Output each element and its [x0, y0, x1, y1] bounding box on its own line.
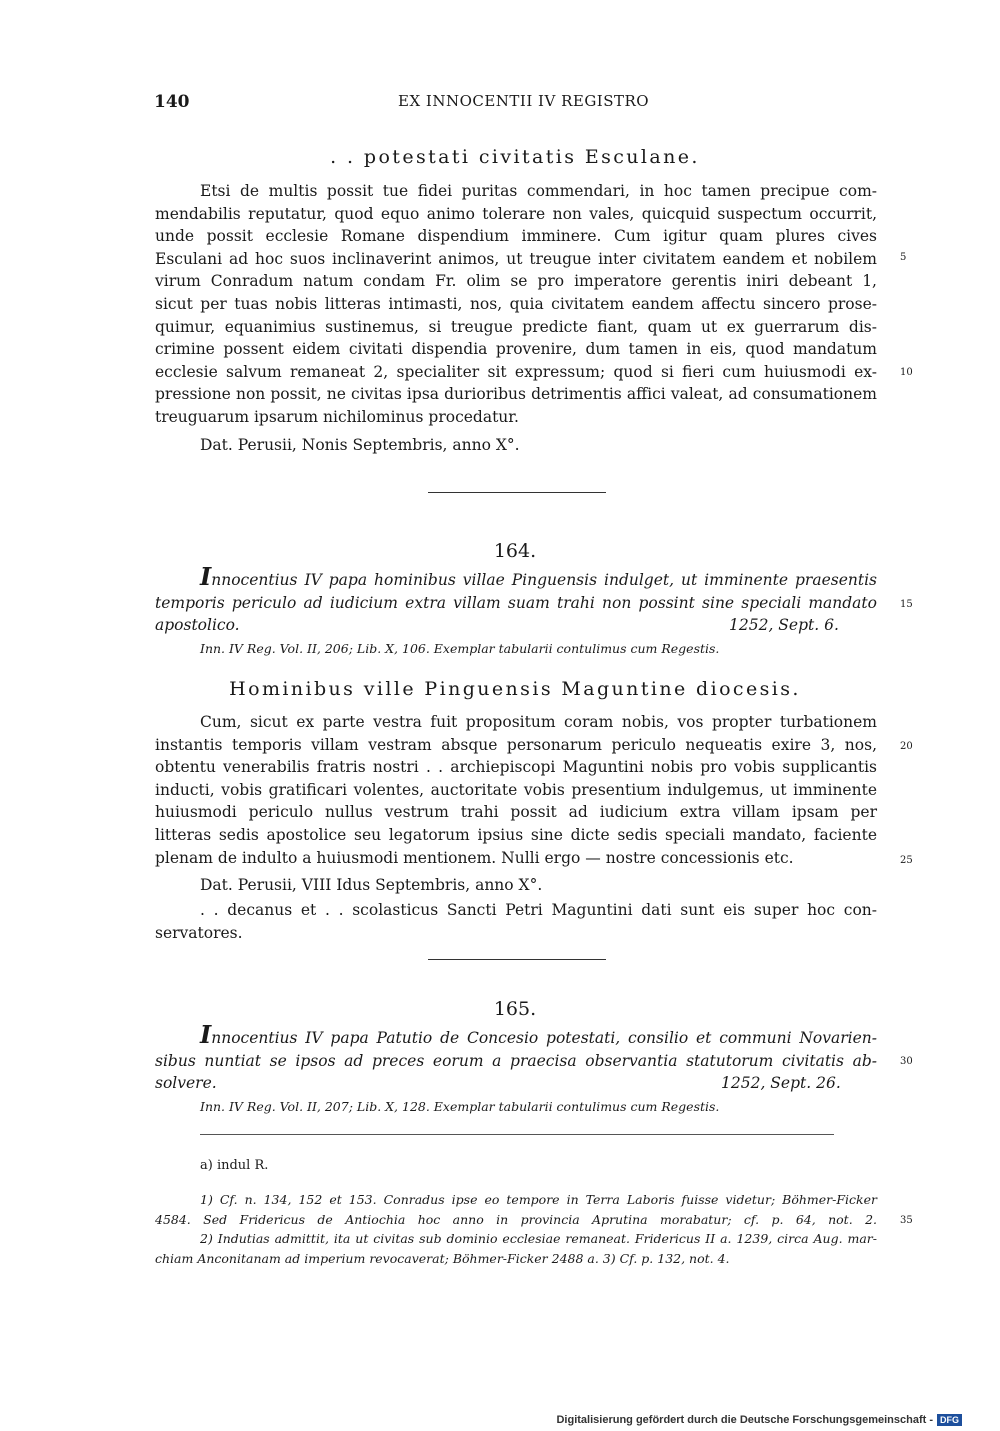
regest-text: nnocentius IV papa Patutio de Concesio potestati, consilio et communi Novarien- [211, 1029, 877, 1047]
text-line: treuguarum ipsarum nichilominus procedatur. [155, 407, 519, 426]
letter-165-source: Inn. IV Reg. Vol. II, 207; Lib. X, 128. Exemplar tabularii contulimus cum Regestis. [200, 1099, 720, 1114]
regest-line [155, 614, 877, 637]
line-number: 35 [900, 1215, 913, 1226]
footnote-line: chiam Anconitanam ad imperium revocaverat; Böhmer-Ficker 2488 a. 3) Cf. p. 132, not. 4. [155, 1250, 730, 1266]
letter-164-source: Inn. IV Reg. Vol. II, 206; Lib. X, 106. Exemplar tabularii contulimus cum Regestis. [200, 641, 720, 656]
regest-line [155, 562, 877, 592]
text-line: sicut per tuas nobis litteras intimasti, nos, quia civitatem eandem affectu sincero prose- [155, 294, 877, 313]
footnotes [155, 1190, 877, 1268]
line-number: 20 [900, 741, 913, 752]
text-line: pressione non possit, ne civitas ipsa durioribus detrimentis affici valeat, ad consumationem [155, 385, 877, 404]
letter-163-body [155, 180, 877, 429]
section-divider [428, 492, 606, 493]
letter-163-title: . . potestati civitatis Esculane. [330, 146, 700, 168]
regest-line [155, 1072, 877, 1095]
dfg-logo-icon: DFG [937, 1414, 962, 1426]
text-line: Etsi de multis possit tue fidei puritas commendari, in hoc tamen precipue com- [200, 182, 877, 200]
regest-line [155, 1020, 877, 1050]
text-line: huiusmodi periculo nullus vestrum trahi possit ad iudicium extra villam ipsam per [155, 803, 877, 822]
regest-line: temporis periculo ad iudicium extra villam suam trahi non possint sine speciali mandato [155, 593, 877, 612]
text-line: servatores. [155, 923, 243, 942]
text-line: Cum, sicut ex parte vestra fuit propositum coram nobis, vos propter turbationem [200, 713, 877, 731]
text-line: . . decanus et . . scolasticus Sancti Petri Maguntini dati sunt eis super hoc con- [200, 901, 877, 919]
text-line: instantis temporis villam vestram absque personarum periculo nequeatis exire 3, nos, [155, 735, 877, 754]
regest-line: sibus nuntiat se ipsos ad preces eorum a praecisa observantia statutorum civitatis ab- [155, 1051, 877, 1070]
text-line: litteras sedis apostolice seu legatorum ipsius sine dicte sedis speciali mandato, faciente [155, 825, 877, 844]
text-line: plenam de indulto a huiusmodi mentionem. Nulli ergo — nostre concessionis etc. [155, 848, 794, 867]
regest-text: apostolico. [155, 616, 240, 635]
line-number: 5 [900, 252, 907, 263]
letter-165-number: 165. [493, 998, 537, 1020]
section-divider [428, 959, 606, 960]
footnote-line: 4584. Sed Fridericus de Antiochia hoc anno in provincia Aprutina morabatur; cf. p. 64, not. 2. [155, 1211, 877, 1227]
regest-text: nnocentius IV papa hominibus villae Pinguensis indulget, ut imminente praesentis [211, 571, 877, 589]
running-head: EX INNOCENTII IV REGISTRO [398, 92, 650, 110]
line-number: 10 [900, 367, 913, 378]
letter-164-body [155, 711, 877, 869]
line-number: 30 [900, 1056, 913, 1067]
letter-163-dat: Dat. Perusii, Nonis Septembris, anno X°. [200, 436, 520, 454]
letter-164-number: 164. [493, 540, 537, 562]
initial-letter: I [200, 1020, 212, 1049]
footer-text: Digitalisierung gefördert durch die Deutsche Forschungsgemeinschaft - [556, 1414, 933, 1426]
text-line: quimur, equanimius sustinemus, si treugue predicte fiant, quam ut ex guerrarum dis- [155, 317, 877, 336]
footnote-rule [200, 1134, 834, 1135]
textual-note: a) indul R. [200, 1158, 269, 1173]
letter-164-regest [155, 562, 877, 637]
line-number: 15 [900, 599, 913, 610]
text-line: unde possit ecclesie Romane dispendium imminere. Cum igitur quam plures cives [155, 227, 877, 246]
regest-date: 1252, Sept. 6. [729, 616, 839, 635]
letter-165-regest [155, 1020, 877, 1095]
text-line: crimine possent eidem civitati dispendia provenire, dum tamen in eis, quod mandatum [155, 340, 877, 359]
line-number: 25 [900, 855, 913, 866]
letter-164-title: Hominibus ville Pinguensis Maguntine diocesis. [229, 678, 801, 700]
text-line: Esculani ad hoc suos inclinaverint animos, ut treugue inter civitatem eandem et nobilem [155, 249, 877, 268]
digitization-footer [556, 1414, 962, 1426]
regest-date: 1252, Sept. 26. [721, 1074, 841, 1093]
regest-text: solvere. [155, 1074, 217, 1093]
text-line: obtentu venerabilis fratris nostri . . archiepiscopi Maguntini nobis pro vobis supplicantis [155, 758, 877, 777]
letter-164-note [155, 899, 877, 944]
footnote-line: 2) Indutias admittit, ita ut civitas sub dominio ecclesiae remaneat. Fridericus II a. 1239, circa Aug. mar- [200, 1231, 877, 1246]
page-number: 140 [154, 92, 190, 112]
letter-164-dat: Dat. Perusii, VIII Idus Septembris, anno X°. [200, 876, 543, 894]
initial-letter: I [200, 562, 212, 591]
footnote-line: 1) Cf. n. 134, 152 et 153. Conradus ipse eo tempore in Terra Laboris fuisse videtur; Böhmer-Ficker [200, 1192, 877, 1207]
text-line: mendabilis reputatur, quod equo animo tolerare non vales, quicquid suspectum occurrit, [155, 204, 877, 223]
text-line: ecclesie salvum remaneat 2, specialiter sit expressum; quod si fieri cum huiusmodi ex- [155, 362, 877, 381]
text-line: inducti, vobis gratificari volentes, auctoritate vobis presentium indulgemus, ut imminente [155, 780, 877, 799]
text-line: virum Conradum natum condam Fr. olim se pro imperatore gerentis iniri debeant 1, [155, 272, 877, 291]
